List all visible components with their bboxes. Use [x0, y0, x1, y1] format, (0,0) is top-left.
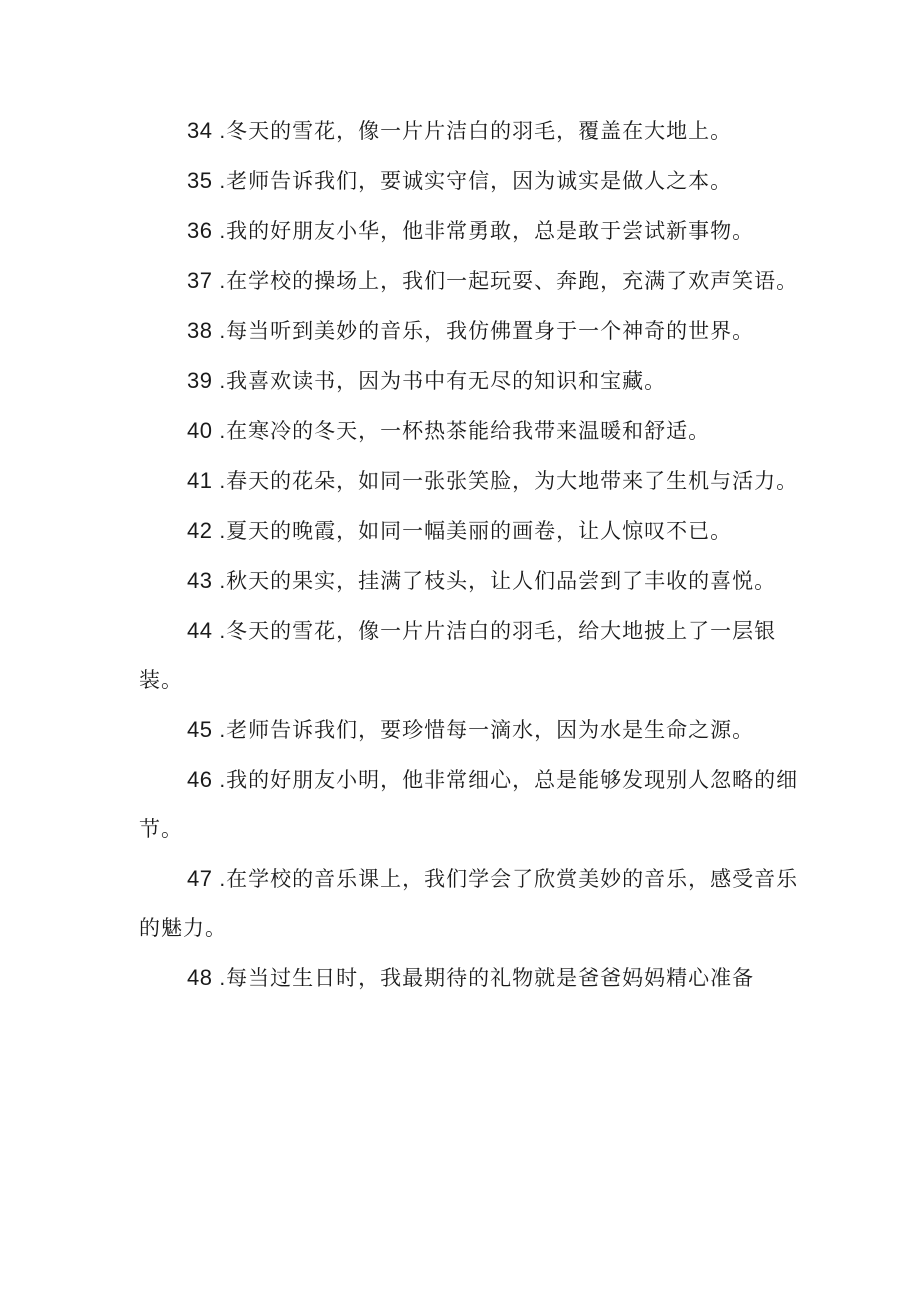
sentence-paragraph	[139, 256, 799, 306]
item-number: 34	[187, 118, 213, 143]
item-number: 35	[187, 168, 213, 193]
item-text: 冬天的雪花，像一片片洁白的羽毛，给大地披上了一层银装。	[139, 619, 777, 692]
sentence-paragraph	[139, 953, 799, 1003]
sentence-paragraph	[139, 506, 799, 556]
sentence-paragraph	[139, 456, 799, 506]
item-text: 我的好朋友小华，他非常勇敢，总是敢于尝试新事物。	[226, 219, 755, 243]
item-number: 38	[187, 318, 213, 343]
item-text: 我的好朋友小明，他非常细心，总是能够发现别人忽略的细节。	[139, 768, 799, 841]
item-number: 46	[187, 767, 213, 792]
sentence-paragraph	[139, 156, 799, 206]
item-text: 夏天的晚霞，如同一幅美丽的画卷，让人惊叹不已。	[226, 519, 733, 543]
sentence-paragraph	[139, 755, 799, 854]
item-text: 冬天的雪花，像一片片洁白的羽毛，覆盖在大地上。	[226, 119, 733, 143]
item-separator: .	[212, 320, 227, 343]
item-number: 48	[187, 965, 213, 990]
item-number: 36	[187, 218, 213, 243]
item-separator: .	[212, 470, 227, 493]
item-text: 在学校的音乐课上，我们学会了欣赏美妙的音乐，感受音乐的魅力。	[139, 867, 799, 940]
item-number: 45	[187, 717, 213, 742]
item-number: 44	[187, 618, 213, 643]
sentence-paragraph	[139, 106, 799, 156]
item-separator: .	[212, 270, 227, 293]
item-separator: .	[212, 769, 227, 792]
item-number: 43	[187, 568, 213, 593]
item-separator: .	[212, 719, 227, 742]
item-text: 老师告诉我们，要诚实守信，因为诚实是做人之本。	[226, 169, 733, 193]
sentence-paragraph	[139, 306, 799, 356]
sentence-paragraph	[139, 854, 799, 953]
item-separator: .	[212, 120, 227, 143]
item-number: 39	[187, 368, 213, 393]
sentence-paragraph	[139, 406, 799, 456]
item-text: 秋天的果实，挂满了枝头，让人们品尝到了丰收的喜悦。	[226, 569, 777, 593]
item-text: 每当过生日时，我最期待的礼物就是爸爸妈妈精心准备	[226, 966, 755, 990]
item-separator: .	[212, 520, 227, 543]
item-text: 我喜欢读书，因为书中有无尽的知识和宝藏。	[226, 369, 667, 393]
item-text: 在学校的操场上，我们一起玩耍、奔跑，充满了欢声笑语。	[226, 269, 799, 293]
item-text: 每当听到美妙的音乐，我仿佛置身于一个神奇的世界。	[226, 319, 755, 343]
item-number: 41	[187, 468, 213, 493]
item-number: 37	[187, 268, 213, 293]
item-separator: .	[212, 220, 227, 243]
item-text: 春天的花朵，如同一张张笑脸，为大地带来了生机与活力。	[226, 469, 799, 493]
sentence-paragraph	[139, 206, 799, 256]
sentence-paragraph	[139, 606, 799, 705]
sentence-paragraph	[139, 356, 799, 406]
document-body	[139, 106, 799, 1003]
item-number: 42	[187, 518, 213, 543]
item-text: 在寒冷的冬天，一杯热茶能给我带来温暖和舒适。	[226, 419, 711, 443]
item-separator: .	[212, 570, 227, 593]
item-separator: .	[212, 967, 227, 990]
item-separator: .	[212, 420, 227, 443]
item-separator: .	[212, 170, 227, 193]
item-separator: .	[212, 620, 227, 643]
sentence-paragraph	[139, 556, 799, 606]
item-separator: .	[212, 370, 227, 393]
sentence-paragraph	[139, 705, 799, 755]
item-text: 老师告诉我们，要珍惜每一滴水，因为水是生命之源。	[226, 718, 755, 742]
item-number: 47	[187, 866, 213, 891]
item-separator: .	[212, 868, 227, 891]
item-number: 40	[187, 418, 213, 443]
